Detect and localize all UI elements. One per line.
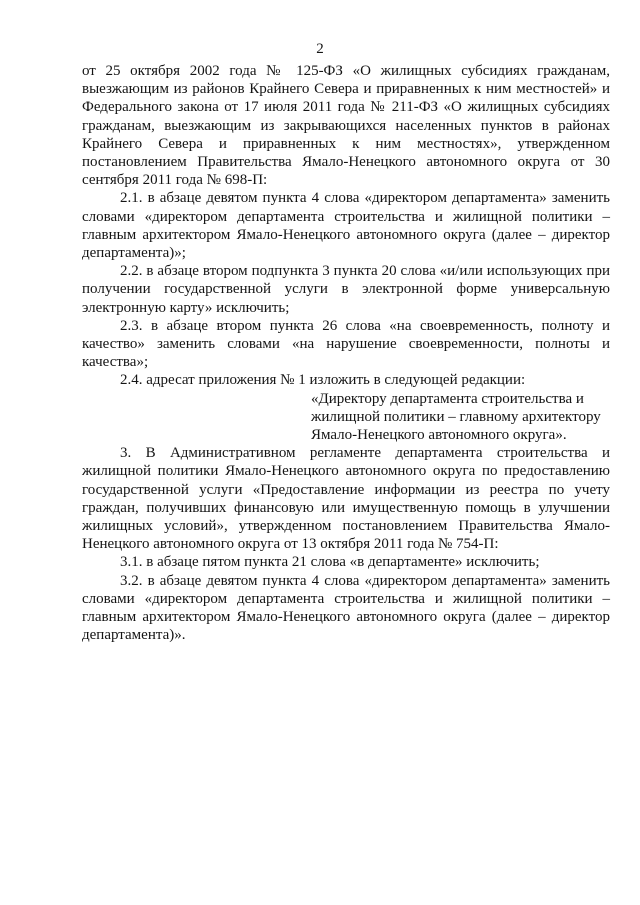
addressee-block: «Директору департамента строительства и жилищной политики – главному архитектору Ямало-Ненецкого автономного округа». [311, 390, 601, 444]
paragraph-3: 3. В Административном регламенте департамента строительства и жилищной политики Ямало-Ненецкого автономного округа по предоставлению государственной услуги «Предоставление информации из реестра по учету граждан, получивших финансовую или имущественную помощь в улучшении жилищных условий», утвержденном постановлением Правительства Ямало-Ненецкого автономного округа от 13 октября 2011 года № 754-П: [82, 445, 610, 553]
paragraph-2-2: 2.2. в абзаце втором подпункта 3 пункта 20 слова «и/или использующих при получении государственной услуги в электронной форме универсальную электронную карту» исключить; [82, 263, 610, 316]
document-body [82, 62, 610, 645]
paragraph-2-4: 2.4. адресат приложения № 1 изложить в следующей редакции: [120, 372, 526, 389]
page-number: 2 [316, 41, 324, 57]
paragraph-continuation: от 25 октября 2002 года № 125-ФЗ «О жилищных субсидиях гражданам, выезжающим из районов Крайнего Севера и приравненных к ним местностей» и Федерального закона от 17 июля 2011 года № 211-ФЗ «О жилищных субсидиях гражданам, выезжающим из закрывающихся населенных пунктов в районах Крайнего Севера и приравненных к ним местностях», утвержденном постановлением Правительства Ямало-Ненецкого автономного округа от 30 сентября 2011 года № 698-П: [82, 63, 610, 189]
paragraph-3-2: 3.2. в абзаце девятом пункта 4 слова «директором департамента» заменить словами «директором департамента строительства и жилищной политики – главным архитектором Ямало-Ненецкого автономного округа (далее – директор департамента)». [82, 572, 610, 644]
paragraph-2-1: 2.1. в абзаце девятом пункта 4 слова «директором департамента» заменить словами «директором департамента строительства и жилищной политики – главным архитектором Ямало-Ненецкого автономного округа (далее – директор департамента)»; [82, 190, 610, 262]
paragraph-3-1: 3.1. в абзаце пятом пункта 21 слова «в департаменте» исключить; [120, 554, 540, 571]
paragraph-2-3: 2.3. в абзаце втором пункта 26 слова «на своевременность, полноту и качество» заменить словами «на нарушение своевременности, полноты и качества»; [82, 317, 610, 371]
